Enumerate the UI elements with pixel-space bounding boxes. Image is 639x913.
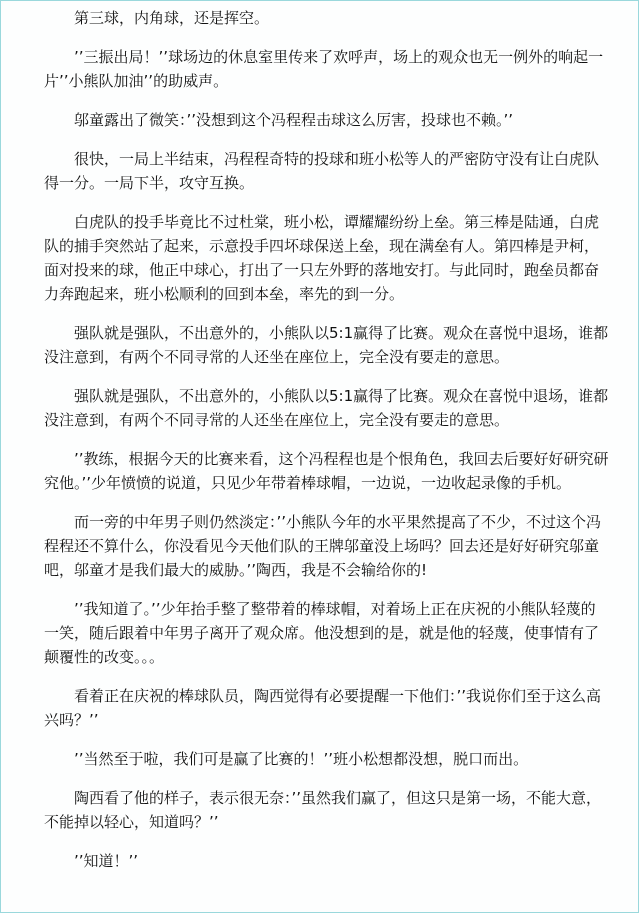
paragraph-8: ’’教练，根据今天的比赛来看，这个冯程程也是个恨角色，我回去后要好好研究研究他。’’少年愤愤的说道，只见少年带着棒球帽，一边说，一边收起录像的手机。	[44, 450, 609, 492]
paragraph-13: 陶西看了他的样子，表示很无奈：’’虽然我们赢了，但这只是第一场，不能大意，不能掉以轻心，知道吗？’’	[44, 789, 602, 831]
paragraph-7: 强队就是强队，不出意外的，小熊队以5:1赢得了比赛。观众在喜悦中退场，谁都没注意到，有两个不同寻常的人还坐在座位上，完全没有要走的意思。	[44, 387, 609, 429]
paragraph-4: 很快，一局上半结束，冯程程奇特的投球和班小松等人的严密防守没有让白虎队得一分。一局下半，攻守互换。	[44, 150, 600, 192]
paragraph-1: 第三球，内角球，还是挥空。	[74, 9, 270, 27]
paragraph-3: 邬童露出了微笑：’’没想到这个冯程程击球这么厉害，投球也不赖。’’	[74, 111, 514, 129]
paragraph-10: ’’我知道了。’’少年抬手整了整带着的棒球帽，对着场上正在庆祝的小熊队轻蔑的一笑，随后跟着中年男子离开了观众席。他没想到的是，就是他的轻蔑，使事情有了颠覆性的改变。。。	[44, 600, 600, 666]
paragraph-12: ’’当然至于啦，我们可是赢了比赛的！’’班小松想都没想，脱口而出。	[74, 750, 529, 768]
paragraph-14: ’’知道！’’	[74, 852, 139, 870]
paragraph-9: 而一旁的中年男子则仍然淡定：’’小熊队今年的水平果然提高了不少，不过这个冯程程还不算什么，你没看见今天他们队的王牌邬童没上场吗？回去还是好好研究邬童吧，邬童才是我们最大的威胁。’’陶西，我是不会输给你的!	[44, 513, 602, 579]
story-text	[44, 6, 610, 888]
paragraph-11: 看着正在庆祝的棒球队员，陶西觉得有必要提醒一下他们：’’我说你们至于这么高兴吗？’’	[44, 687, 602, 729]
paragraph-6: 强队就是强队，不出意外的，小熊队以5:1赢得了比赛。观众在喜悦中退场，谁都没注意到，有两个不同寻常的人还坐在座位上，完全没有要走的意思。	[44, 324, 609, 366]
paragraph-2: ’’三振出局！’’球场边的休息室里传来了欢呼声，场上的观众也无一例外的响起一片’’小熊队加油’’的助威声。	[44, 48, 604, 90]
paragraph-5: 白虎队的投手毕竟比不过杜棠，班小松，谭耀耀纷纷上垒。第三棒是陆通，白虎队的捕手突然站了起来，示意投手四坏球保送上垒，现在满垒有人。第四棒是尹柯，面对投来的球，他正中球心，打出了一只左外野的落地安打。与此同时，跑垒员都奋力奔跑起来，班小松顺利的回到本垒，率先的到一分。	[44, 213, 600, 303]
